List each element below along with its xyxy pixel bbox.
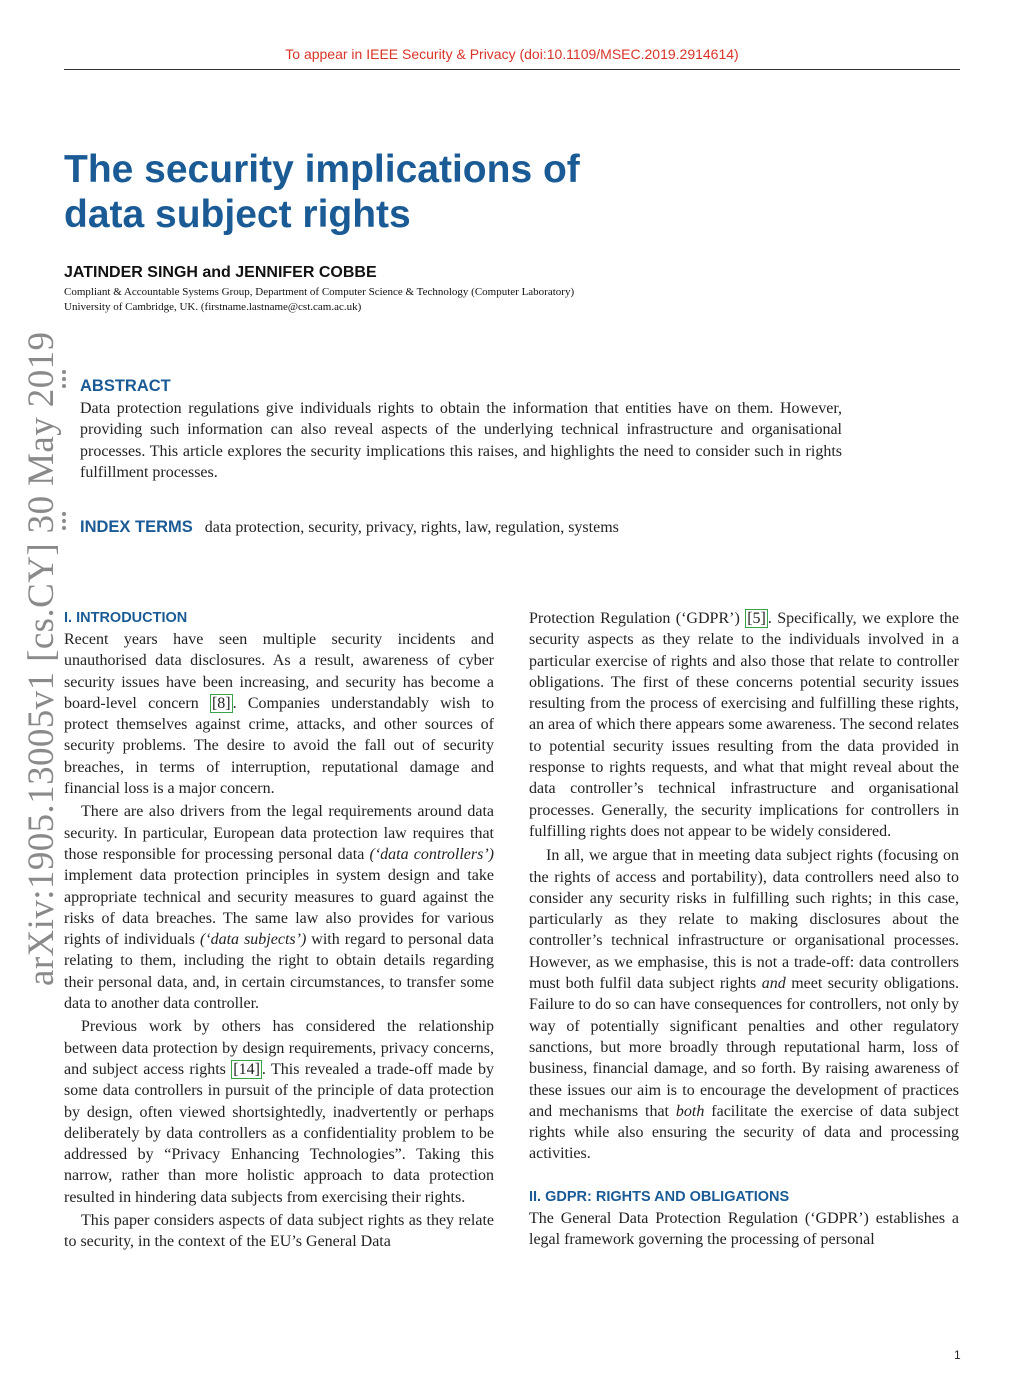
title-line-2: data subject rights: [64, 193, 411, 236]
text-run: . Specifically, we explore the security aspects as they relate to the individuals involved in a particular exercise of rights and also those that relate to controller obligations. The first of these concerns potential security issues resulting from the process of exercising and fulfilling these rights, an area of which there appears some awareness. The second relates to potential security issues resulting from the data provided in response to rights requests, and what that might reveal about the data controller’s technical infrastructure and organisational processes. Generally, the security implications for controllers in fulfilling rights does not appear to be widely considered.: [529, 610, 960, 840]
title-line-1: The security implications of: [64, 148, 580, 191]
affiliation: [64, 285, 574, 315]
emphasis: (‘data subjects’): [199, 931, 307, 949]
index-terms: [80, 518, 619, 537]
affiliation-line-1: Compliant & Accountable Systems Group, Department of Computer Science & Technology (Computer Laboratory): [64, 286, 575, 298]
text-run: Previous work by others has considered the relationship between data protection by design requirements, privacy concerns, and subject access rights: [64, 1018, 494, 1078]
text-run: In all, we argue that in meeting data subject rights (focusing on the rights of access and portability), data controllers need also to consider any security risks in fulfilling such rights; in this case, particularly as they relate to making disclosures about the controller’s technical infrastructure or organisational processes. However, as we emphasise, this is not a trade-off: data controllers must both fulfil data subject rights: [529, 847, 959, 993]
text-run: There are also drivers from the legal requirements around data security. In particular, European data protection law requires that those responsible for processing personal data: [64, 803, 494, 863]
text-run: facilitate the exercise of data subject rights while also ensuring the security of data and processing activities.: [529, 1102, 959, 1163]
section-2-heading: II. GDPR: RIGHTS AND OBLIGATIONS: [529, 1188, 790, 1205]
index-terms-heading: INDEX TERMS: [80, 518, 193, 536]
citation-link[interactable]: [5]: [747, 610, 766, 627]
right-column: [529, 608, 959, 1250]
intro-paragraph-4-continued: [529, 608, 959, 842]
abstract-body: Data protection regulations give individuals rights to obtain the information that entities have on them. However, providing such information can also reveal aspects of the underlying technical infrastructure and organisational processes. This article explores the security implications this raises, and highlights the need to consider such in rights fulfillment processes.: [80, 400, 842, 481]
intro-paragraph-5: [529, 845, 959, 1164]
citation-link[interactable]: [8]: [211, 694, 231, 712]
journal-header: To appear in IEEE Security & Privacy (doi:10.1109/MSEC.2019.2914614): [285, 46, 739, 62]
authors: JATINDER SINGH and JENNIFER COBBE: [64, 264, 377, 281]
intro-paragraph-1: [64, 629, 494, 799]
text-run: with regard to personal data relating to them, including the right to obtain details regarding their personal data, and, in certain circumstances, to transfer some data to another data controller.: [64, 931, 494, 1013]
emphasis: and: [761, 975, 786, 993]
intro-paragraph-3: [64, 1016, 494, 1208]
abstract-dots-icon: [62, 370, 68, 391]
text-run: . Companies understandably wish to protect themselves against crime, attacks, and other sources of security problems. The desire to avoid the fall out of security breaches, in terms of interruption, reputational damage and financial loss is a major concern.: [64, 694, 494, 798]
page-number: 1: [954, 1348, 961, 1362]
arxiv-stamp: arXiv:1905.13005v1 [cs.CY] 30 May 2019: [21, 331, 62, 986]
affiliation-line-2: University of Cambridge, UK. (firstname.lastname@cst.cam.ac.uk): [64, 301, 362, 313]
index-terms-list: data protection, security, privacy, rights, law, regulation, systems: [204, 519, 619, 536]
index-terms-dots-icon: [62, 512, 68, 533]
left-column: [64, 608, 494, 1253]
intro-paragraph-4: This paper considers aspects of data subject rights as they relate to security, in the context of the EU’s General Data: [64, 1212, 494, 1251]
emphasis: (‘data controllers’): [369, 845, 494, 863]
paper-title: [64, 147, 764, 237]
section-1-heading: I. INTRODUCTION: [64, 610, 188, 626]
header-rule: [64, 69, 960, 70]
citation-link[interactable]: [14]: [233, 1060, 260, 1078]
text-run: Recent years have seen multiple security incidents and unauthorised data disclosures. As a result, awareness of cyber security issues have been increasing, and security has become a board-level concern: [64, 631, 494, 712]
intro-paragraph-2: [64, 801, 494, 1014]
abstract-heading: ABSTRACT: [80, 377, 171, 395]
text-run: implement data protection principles in system design and take appropriate technical and security measures to guard against the risks of data breaches. The same law also provides for various rights of individuals: [64, 867, 494, 949]
text-run: meet security obligations. Failure to do so can have consequences for controllers, not only by way of potentially significant penalties and other regulatory sanctions, but more broadly through reputational harm, loss of business, financial damage, and so forth. By raising awareness of these issues our aim is to encourage the development of practices and mechanisms that: [529, 975, 959, 1120]
emphasis: both: [675, 1102, 705, 1120]
text-run: Protection Regulation (‘GDPR’): [529, 610, 746, 627]
text-run: . This revealed a trade-off made by some data controllers in pursuit of the principle of data protection by design, often viewed shortsightedly, inadvertently or perhaps deliberately by data controllers as a confidentiality problem to be addressed by “Privacy Enhancing Technologies”. Taking this narrow, rather than more holistic approach to data protection resulted in hindering data subjects from exercising their rights.: [64, 1060, 494, 1206]
gdpr-paragraph-1: The General Data Protection Regulation (‘GDPR’) establishes a legal framework governing the processing of personal: [529, 1209, 959, 1249]
section-gap: [529, 1165, 959, 1187]
